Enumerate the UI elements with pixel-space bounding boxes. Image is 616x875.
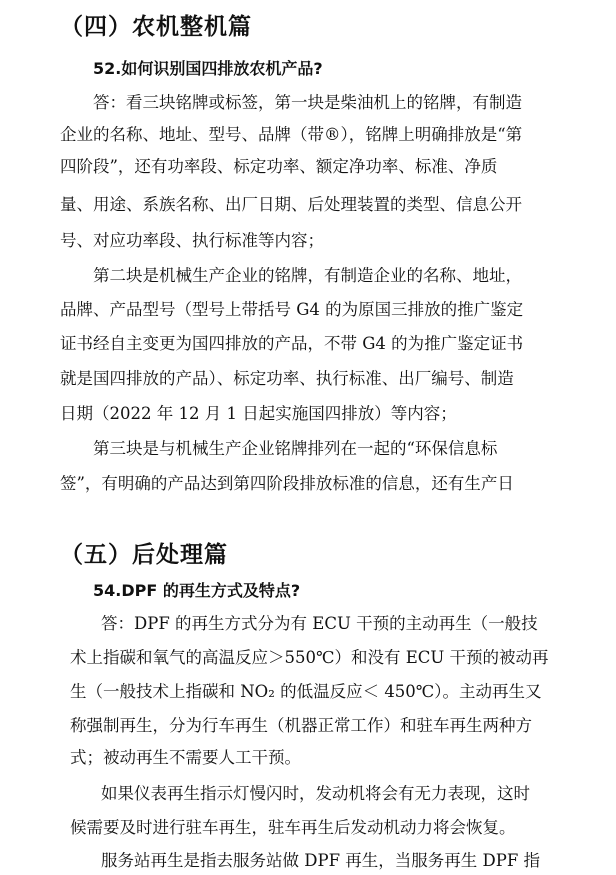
answer-54-line-6: 如果仪表再生指示灯慢闪时，发动机将会有无力表现，这时 bbox=[101, 784, 530, 803]
answer-52-line-9: 就是国四排放的产品）、标定功率、执行标准、出厂编号、制造 bbox=[60, 369, 514, 388]
answer-54-line-5: 式；被动再生不需要人工干预。 bbox=[70, 748, 301, 767]
section-heading-after-treatment: （五）后处理篇 bbox=[60, 542, 228, 568]
answer-52-line-12: 签”，有明确的产品达到第四阶段排放标准的信息，还有生产日 bbox=[60, 474, 514, 493]
answer-52-line-1: 答：看三块铭牌或标签，第一块是柴油机上的铭牌，有制造 bbox=[93, 93, 522, 112]
answer-52-line-5: 号、对应功率段、执行标准等内容； bbox=[60, 231, 324, 250]
answer-52-line-6: 第二块是机械生产企业的铭牌，有制造企业的名称、地址， bbox=[93, 266, 522, 285]
answer-54-line-7: 候需要及时进行驻车再生，驻车再生后发动机动力将会恢复。 bbox=[70, 818, 516, 837]
answer-54-line-4: 称强制再生，分为行车再生（机器正常工作）和驻车再生两种方 bbox=[70, 716, 532, 735]
answer-54-line-2: 术上指碳和氧气的高温反应＞550℃）和没有 ECU 干预的被动再 bbox=[70, 648, 549, 667]
answer-52-line-2: 企业的名称、地址、型号、品牌（带®），铭牌上明确排放是“第 bbox=[60, 125, 523, 144]
question-52-title: 52.如何识别国四排放农机产品? bbox=[93, 59, 323, 78]
question-54-title: 54.DPF 的再生方式及特点? bbox=[93, 581, 301, 600]
answer-54-line-8: 服务站再生是指去服务站做 DPF 再生，当服务再生 DPF 指 bbox=[101, 851, 541, 870]
answer-52-line-8: 证书经自主变更为国四排放的产品，不带 G4 的为推广鉴定证书 bbox=[60, 334, 524, 353]
answer-52-line-3: 四阶段”，还有功率段、标定功率、额定净功率、标准、净质 bbox=[60, 157, 498, 176]
answer-52-line-7: 品牌、产品型号（型号上带括号 G4 的为原国三排放的推广鉴定 bbox=[60, 300, 524, 319]
answer-52-line-10: 日期（2022 年 12 月 1 日起实施国四排放）等内容； bbox=[60, 404, 457, 423]
answer-54-line-1: 答：DPF 的再生方式分为有 ECU 干预的主动再生（一般技 bbox=[101, 614, 538, 633]
answer-52-line-11: 第三块是与机械生产企业铭牌排列在一起的“环保信息标 bbox=[93, 439, 498, 458]
section-heading-farm-machinery: （四）农机整机篇 bbox=[60, 14, 252, 40]
answer-54-line-3: 生（一般技术上指碳和 NO₂ 的低温反应＜ 450℃）。主动再生又 bbox=[70, 682, 542, 701]
answer-52-line-4: 量、用途、系族名称、出厂日期、后处理装置的类型、信息公开 bbox=[60, 195, 522, 214]
